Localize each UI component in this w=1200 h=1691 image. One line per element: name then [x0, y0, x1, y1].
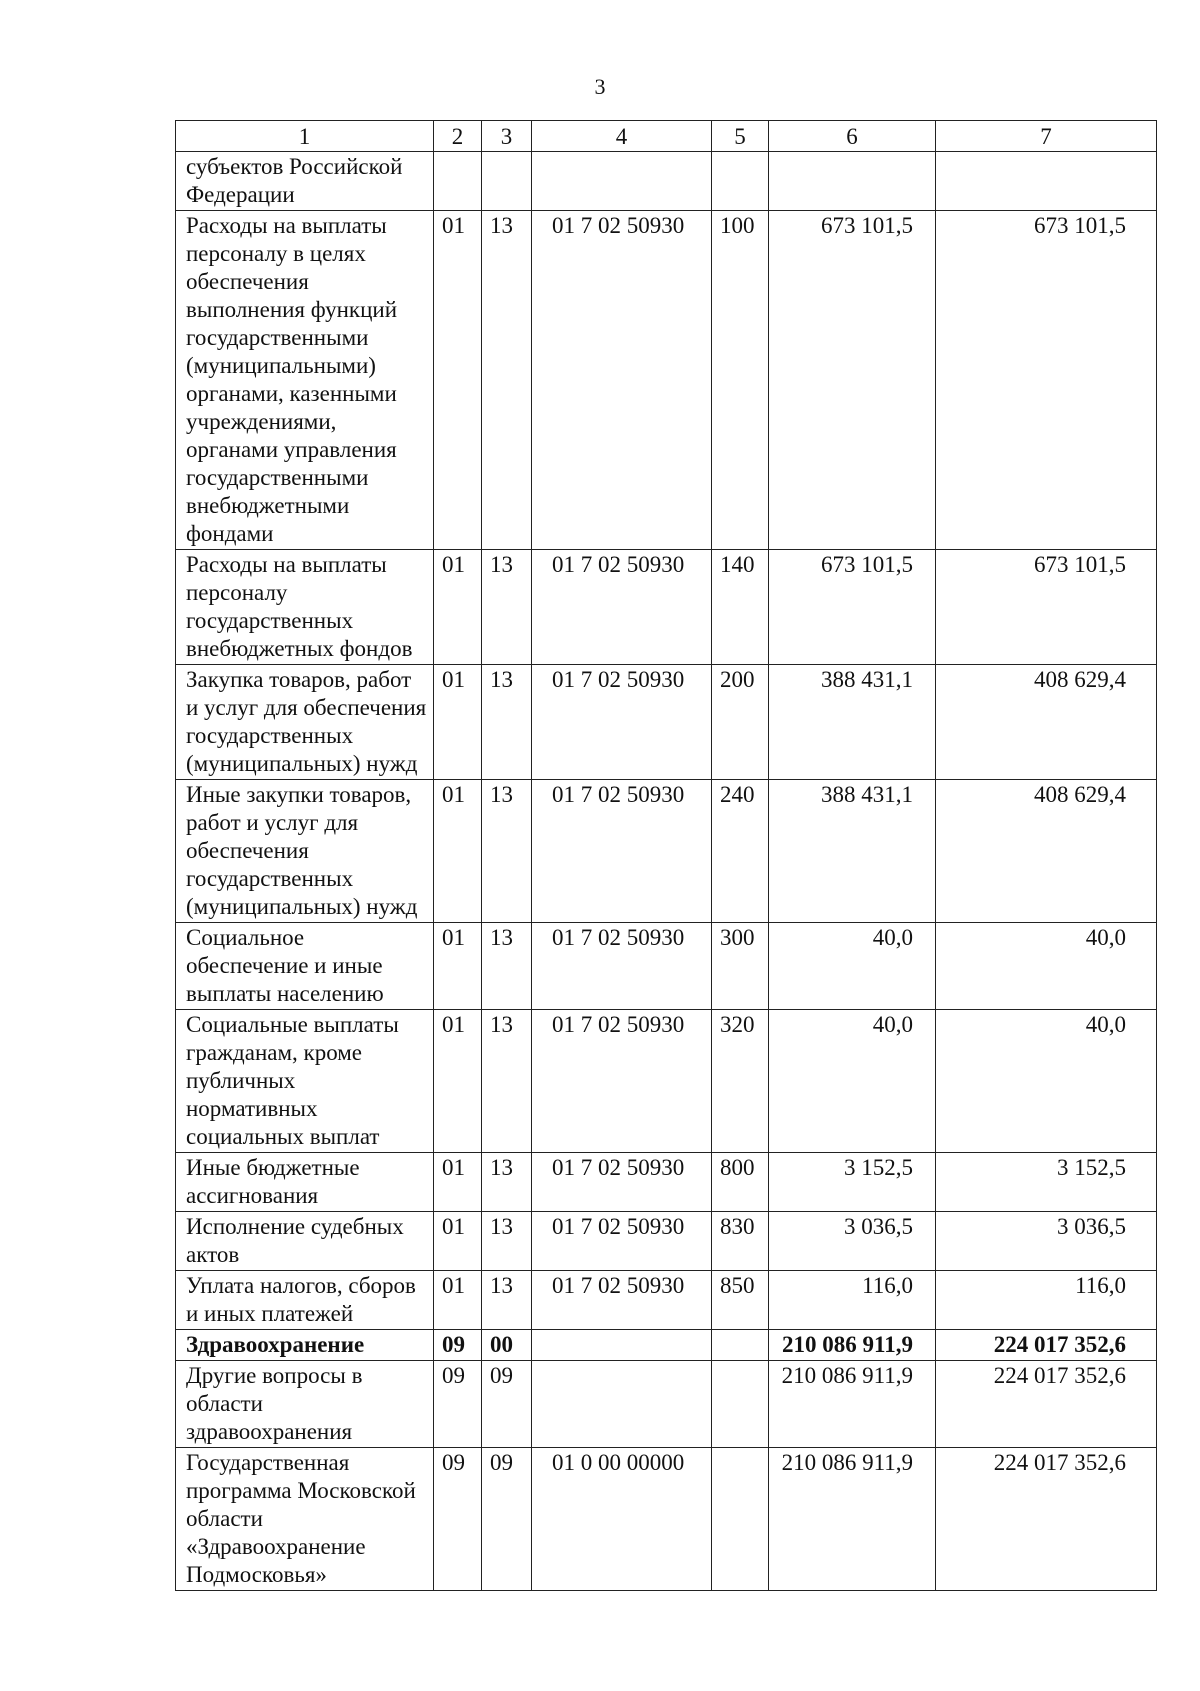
- amount-year-1: 40,0: [769, 1010, 936, 1153]
- row-name: Другие вопросы в области здравоохранения: [176, 1361, 434, 1448]
- table-row: [176, 665, 1157, 780]
- header-cell: 1: [176, 121, 434, 152]
- row-name: Здравоохранение: [176, 1330, 434, 1361]
- section-code: 09: [434, 1361, 482, 1448]
- amount-year-2: 3 036,5: [936, 1212, 1157, 1271]
- section-code: 01: [434, 923, 482, 1010]
- subsection-code: 13: [482, 1010, 532, 1153]
- header-cell: 4: [532, 121, 712, 152]
- table-header-row: [176, 121, 1157, 152]
- target-article-code: [532, 1361, 712, 1448]
- row-name: Иные бюджетные ассигнования: [176, 1153, 434, 1212]
- subsection-code: 09: [482, 1448, 532, 1591]
- amount-year-2: 224 017 352,6: [936, 1361, 1157, 1448]
- amount-year-1: 40,0: [769, 923, 936, 1010]
- section-code: 01: [434, 550, 482, 665]
- section-code: 01: [434, 1271, 482, 1330]
- table-row: [176, 1153, 1157, 1212]
- table-row: [176, 1010, 1157, 1153]
- row-name: Расходы на выплаты персоналу государственных внебюджетных фондов: [176, 550, 434, 665]
- amount-year-1: 3 036,5: [769, 1212, 936, 1271]
- table-row-section-total: [176, 1330, 1157, 1361]
- table-row: [176, 780, 1157, 923]
- table-row: [176, 1271, 1157, 1330]
- expense-type-code: 830: [712, 1212, 769, 1271]
- expense-type-code: [712, 1361, 769, 1448]
- amount-year-2: 224 017 352,6: [936, 1330, 1157, 1361]
- amount-year-2: 224 017 352,6: [936, 1448, 1157, 1591]
- section-code: 01: [434, 780, 482, 923]
- amount-year-1: 210 086 911,9: [769, 1448, 936, 1591]
- subsection-code: 13: [482, 923, 532, 1010]
- section-code: 01: [434, 665, 482, 780]
- amount-year-2: 408 629,4: [936, 780, 1157, 923]
- expense-type-code: 300: [712, 923, 769, 1010]
- header-cell: 7: [936, 121, 1157, 152]
- header-cell: 5: [712, 121, 769, 152]
- table-row: [176, 1361, 1157, 1448]
- header-cell: 3: [482, 121, 532, 152]
- amount-year-2: 673 101,5: [936, 211, 1157, 550]
- target-article-code: 01 7 02 50930: [532, 211, 712, 550]
- row-name: субъектов Российской Федерации: [176, 152, 434, 211]
- amount-year-2: [936, 152, 1157, 211]
- amount-year-1: 116,0: [769, 1271, 936, 1330]
- header-cell: 6: [769, 121, 936, 152]
- expense-type-code: 140: [712, 550, 769, 665]
- expense-type-code: 240: [712, 780, 769, 923]
- subsection-code: 09: [482, 1361, 532, 1448]
- expense-type-code: [712, 1330, 769, 1361]
- section-code: [434, 152, 482, 211]
- row-name: Иные закупки товаров, работ и услуг для обеспечения государственных (муниципальных) нужд: [176, 780, 434, 923]
- target-article-code: [532, 152, 712, 211]
- header-cell: 2: [434, 121, 482, 152]
- amount-year-1: 673 101,5: [769, 550, 936, 665]
- target-article-code: [532, 1330, 712, 1361]
- target-article-code: 01 7 02 50930: [532, 665, 712, 780]
- expense-type-code: 800: [712, 1153, 769, 1212]
- budget-table: [175, 120, 1157, 1591]
- table-row: [176, 1212, 1157, 1271]
- row-name: Социальные выплаты гражданам, кроме публичных нормативных социальных выплат: [176, 1010, 434, 1153]
- row-name: Исполнение судебных актов: [176, 1212, 434, 1271]
- amount-year-2: 116,0: [936, 1271, 1157, 1330]
- section-code: 01: [434, 211, 482, 550]
- expense-type-code: 100: [712, 211, 769, 550]
- amount-year-2: 40,0: [936, 1010, 1157, 1153]
- amount-year-1: 3 152,5: [769, 1153, 936, 1212]
- row-name: Уплата налогов, сборов и иных платежей: [176, 1271, 434, 1330]
- target-article-code: 01 7 02 50930: [532, 550, 712, 665]
- target-article-code: 01 0 00 00000: [532, 1448, 712, 1591]
- row-name: Государственная программа Московской области «Здравоохранение Подмосковья»: [176, 1448, 434, 1591]
- target-article-code: 01 7 02 50930: [532, 1153, 712, 1212]
- section-code: 01: [434, 1153, 482, 1212]
- amount-year-1: 210 086 911,9: [769, 1361, 936, 1448]
- amount-year-1: 210 086 911,9: [769, 1330, 936, 1361]
- table-row: [176, 211, 1157, 550]
- table-row: [176, 923, 1157, 1010]
- expense-type-code: 320: [712, 1010, 769, 1153]
- section-code: 09: [434, 1330, 482, 1361]
- row-name: Социальное обеспечение и иные выплаты населению: [176, 923, 434, 1010]
- expense-type-code: [712, 152, 769, 211]
- expense-type-code: 850: [712, 1271, 769, 1330]
- subsection-code: 13: [482, 1153, 532, 1212]
- subsection-code: 13: [482, 780, 532, 923]
- amount-year-2: 673 101,5: [936, 550, 1157, 665]
- row-name: Расходы на выплаты персоналу в целях обеспечения выполнения функций государственными (муниципальными) органами, казенными учреждениями, органами управления государственными внебюджетными фондами: [176, 211, 434, 550]
- page-number: 3: [594, 74, 606, 99]
- amount-year-2: 3 152,5: [936, 1153, 1157, 1212]
- section-code: 01: [434, 1010, 482, 1153]
- amount-year-2: 40,0: [936, 923, 1157, 1010]
- amount-year-1: [769, 152, 936, 211]
- target-article-code: 01 7 02 50930: [532, 923, 712, 1010]
- amount-year-1: 388 431,1: [769, 780, 936, 923]
- target-article-code: 01 7 02 50930: [532, 1010, 712, 1153]
- target-article-code: 01 7 02 50930: [532, 1212, 712, 1271]
- row-name: Закупка товаров, работ и услуг для обеспечения государственных (муниципальных) нужд: [176, 665, 434, 780]
- expense-type-code: [712, 1448, 769, 1591]
- subsection-code: 13: [482, 665, 532, 780]
- subsection-code: 13: [482, 1271, 532, 1330]
- table-row: [176, 550, 1157, 665]
- section-code: 01: [434, 1212, 482, 1271]
- section-code: 09: [434, 1448, 482, 1591]
- subsection-code: [482, 152, 532, 211]
- table-row: [176, 152, 1157, 211]
- target-article-code: 01 7 02 50930: [532, 780, 712, 923]
- amount-year-1: 388 431,1: [769, 665, 936, 780]
- subsection-code: 13: [482, 550, 532, 665]
- amount-year-2: 408 629,4: [936, 665, 1157, 780]
- expense-type-code: 200: [712, 665, 769, 780]
- subsection-code: 00: [482, 1330, 532, 1361]
- subsection-code: 13: [482, 211, 532, 550]
- target-article-code: 01 7 02 50930: [532, 1271, 712, 1330]
- table-row: [176, 1448, 1157, 1591]
- amount-year-1: 673 101,5: [769, 211, 936, 550]
- subsection-code: 13: [482, 1212, 532, 1271]
